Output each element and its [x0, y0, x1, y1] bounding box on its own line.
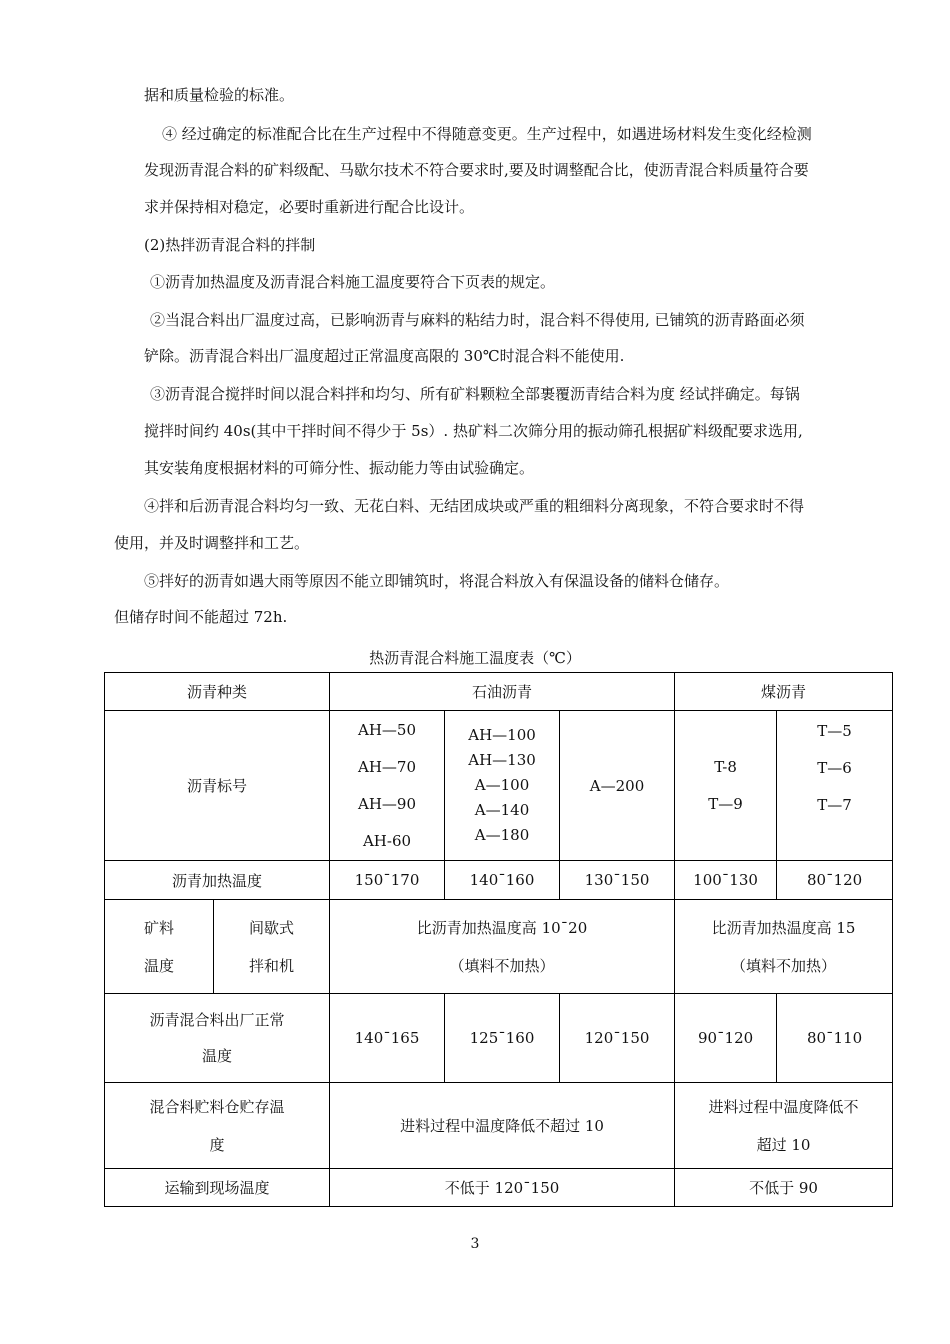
table-row — [105, 861, 893, 900]
factory-temp-value: 125¯160 — [445, 994, 560, 1083]
label-line: 混合料贮料仓贮存温 — [149, 1097, 285, 1116]
value-line: （填料不加热） — [731, 956, 837, 975]
batch-mixer-label — [214, 900, 330, 994]
grade-value: AH-60 — [362, 831, 412, 850]
header-asphalt-type: 沥青种类 — [105, 673, 330, 711]
paragraph-line: ④ 经过确定的标准配合比在生产过程中不得随意变更。生产过程中，如遇进场材料发生变化经检测 — [162, 125, 812, 143]
table-row — [105, 994, 893, 1083]
label-line: 矿料 — [143, 918, 174, 937]
grade-value: T—7 — [817, 796, 852, 814]
heating-value: 100¯130 — [675, 861, 777, 900]
table-row — [105, 1083, 893, 1169]
table-row — [105, 673, 893, 711]
heating-label: 沥青加热温度 — [105, 861, 330, 900]
storage-temp-label — [105, 1083, 330, 1169]
label-line: 温度 — [143, 956, 174, 975]
value-line: 比沥青加热温度高 15 — [711, 918, 856, 937]
grade-value: T—5 — [817, 722, 852, 740]
heating-value: 130¯150 — [560, 861, 675, 900]
paragraph-line: ①沥青加热温度及沥青混合料施工温度要符合下页表的规定。 — [150, 273, 556, 291]
paragraph-line: 铲除。沥青混合料出厂温度超过正常温度高限的 30℃时混合料不能使用. — [144, 347, 625, 365]
grade-value: A—140 — [474, 801, 530, 819]
factory-temp-value: 90¯120 — [675, 994, 777, 1083]
label-line: 度 — [209, 1135, 225, 1154]
mineral-petroleum-value — [330, 900, 675, 994]
label-line: 沥青混合料出厂正常 — [149, 1011, 285, 1029]
table-caption: 热沥青混合料施工温度表（℃） — [369, 649, 581, 667]
paragraph-line: 使用，并及时调整拌和工艺。 — [114, 534, 310, 552]
value-line: （填料不加热） — [449, 956, 555, 975]
storage-petroleum-value: 进料过程中温度降低不超过 10 — [330, 1083, 675, 1169]
transport-temp-label: 运输到现场温度 — [105, 1169, 330, 1207]
header-petroleum-asphalt: 石油沥青 — [330, 673, 675, 711]
grade-cell — [445, 711, 560, 861]
grade-value: T—9 — [708, 794, 743, 813]
grade-label: 沥青标号 — [105, 711, 330, 861]
label-line: 间歇式 — [249, 918, 295, 937]
heating-value: 80¯120 — [777, 861, 893, 900]
value-line: 进料过程中温度降低不 — [708, 1097, 859, 1116]
factory-temp-label — [105, 994, 330, 1083]
paragraph-line: ⑤拌好的沥青如遇大雨等原因不能立即铺筑时，将混合料放入有保温设备的储料仓储存。 — [144, 572, 730, 590]
grade-cell: A—200 — [560, 711, 675, 861]
table-row — [105, 1169, 893, 1207]
transport-coal-value: 不低于 90 — [675, 1169, 893, 1207]
grade-cell — [675, 711, 777, 861]
grade-value: AH—70 — [358, 757, 417, 776]
table-row — [105, 711, 893, 861]
paragraph-line: 据和质量检验的标准。 — [144, 86, 295, 104]
factory-temp-value: 120¯150 — [560, 994, 675, 1083]
storage-coal-value — [675, 1083, 893, 1169]
grade-value: A—100 — [474, 776, 530, 794]
grade-value: AH—100 — [468, 726, 536, 744]
page-number: 3 — [470, 1236, 480, 1252]
label-line: 温度 — [202, 1047, 233, 1065]
paragraph-line: 其安装角度根据材料的可筛分性、振动能力等由试验确定。 — [144, 459, 535, 477]
paragraph-line: ④拌和后沥青混合料均匀一致、无花白料、无结团成块或严重的粗细料分离现象，不符合要求时不得 — [144, 497, 805, 515]
factory-temp-value: 80¯110 — [777, 994, 893, 1083]
paragraph-line: 发现沥青混合料的矿料级配、马歇尔技术不符合要求时,要及时调整配合比，使沥青混合料质量符合要 — [144, 161, 809, 179]
paragraph-line: 搅拌时间约 40s(其中干拌时间不得少于 5s）. 热矿料二次筛分用的振动筛孔根据矿料级配要求选用, — [144, 422, 803, 440]
grade-cell — [777, 711, 893, 861]
grade-value: T-8 — [714, 757, 737, 776]
mineral-coal-value — [675, 900, 893, 994]
paragraph-line: 求并保持相对稳定，必要时重新进行配合比设计。 — [144, 198, 475, 216]
heating-value: 150¯170 — [330, 861, 445, 900]
heating-value: 140¯160 — [445, 861, 560, 900]
grade-value: A—180 — [474, 826, 530, 844]
value-line: 超过 10 — [756, 1135, 811, 1154]
paragraph-line: ②当混合料出厂温度过高，已影响沥青与麻料的粘结力时，混合料不得使用, 已铺筑的沥青路面必须 — [150, 311, 805, 329]
grade-value: AH—50 — [358, 720, 417, 739]
temperature-table — [104, 672, 893, 1207]
table-row — [105, 900, 893, 994]
label-line: 拌和机 — [249, 956, 295, 975]
grade-value: AH—130 — [468, 751, 536, 769]
transport-petroleum-value: 不低于 120¯150 — [330, 1169, 675, 1207]
mineral-temp-label — [105, 900, 214, 994]
section-heading: (2)热拌沥青混合料的拌制 — [144, 236, 316, 254]
grade-value: AH—90 — [358, 794, 417, 813]
paragraph-line: 但储存时间不能超过 72h. — [114, 608, 288, 626]
header-coal-asphalt: 煤沥青 — [675, 673, 893, 711]
grade-cell — [330, 711, 445, 861]
paragraph-line: ③沥青混合搅拌时间以混合料拌和均匀、所有矿料颗粒全部裹覆沥青结合料为度 经试拌确定。每锅 — [150, 385, 800, 403]
factory-temp-value: 140¯165 — [330, 994, 445, 1083]
value-line: 比沥青加热温度高 10¯20 — [416, 918, 588, 937]
grade-value: T—6 — [817, 759, 852, 777]
